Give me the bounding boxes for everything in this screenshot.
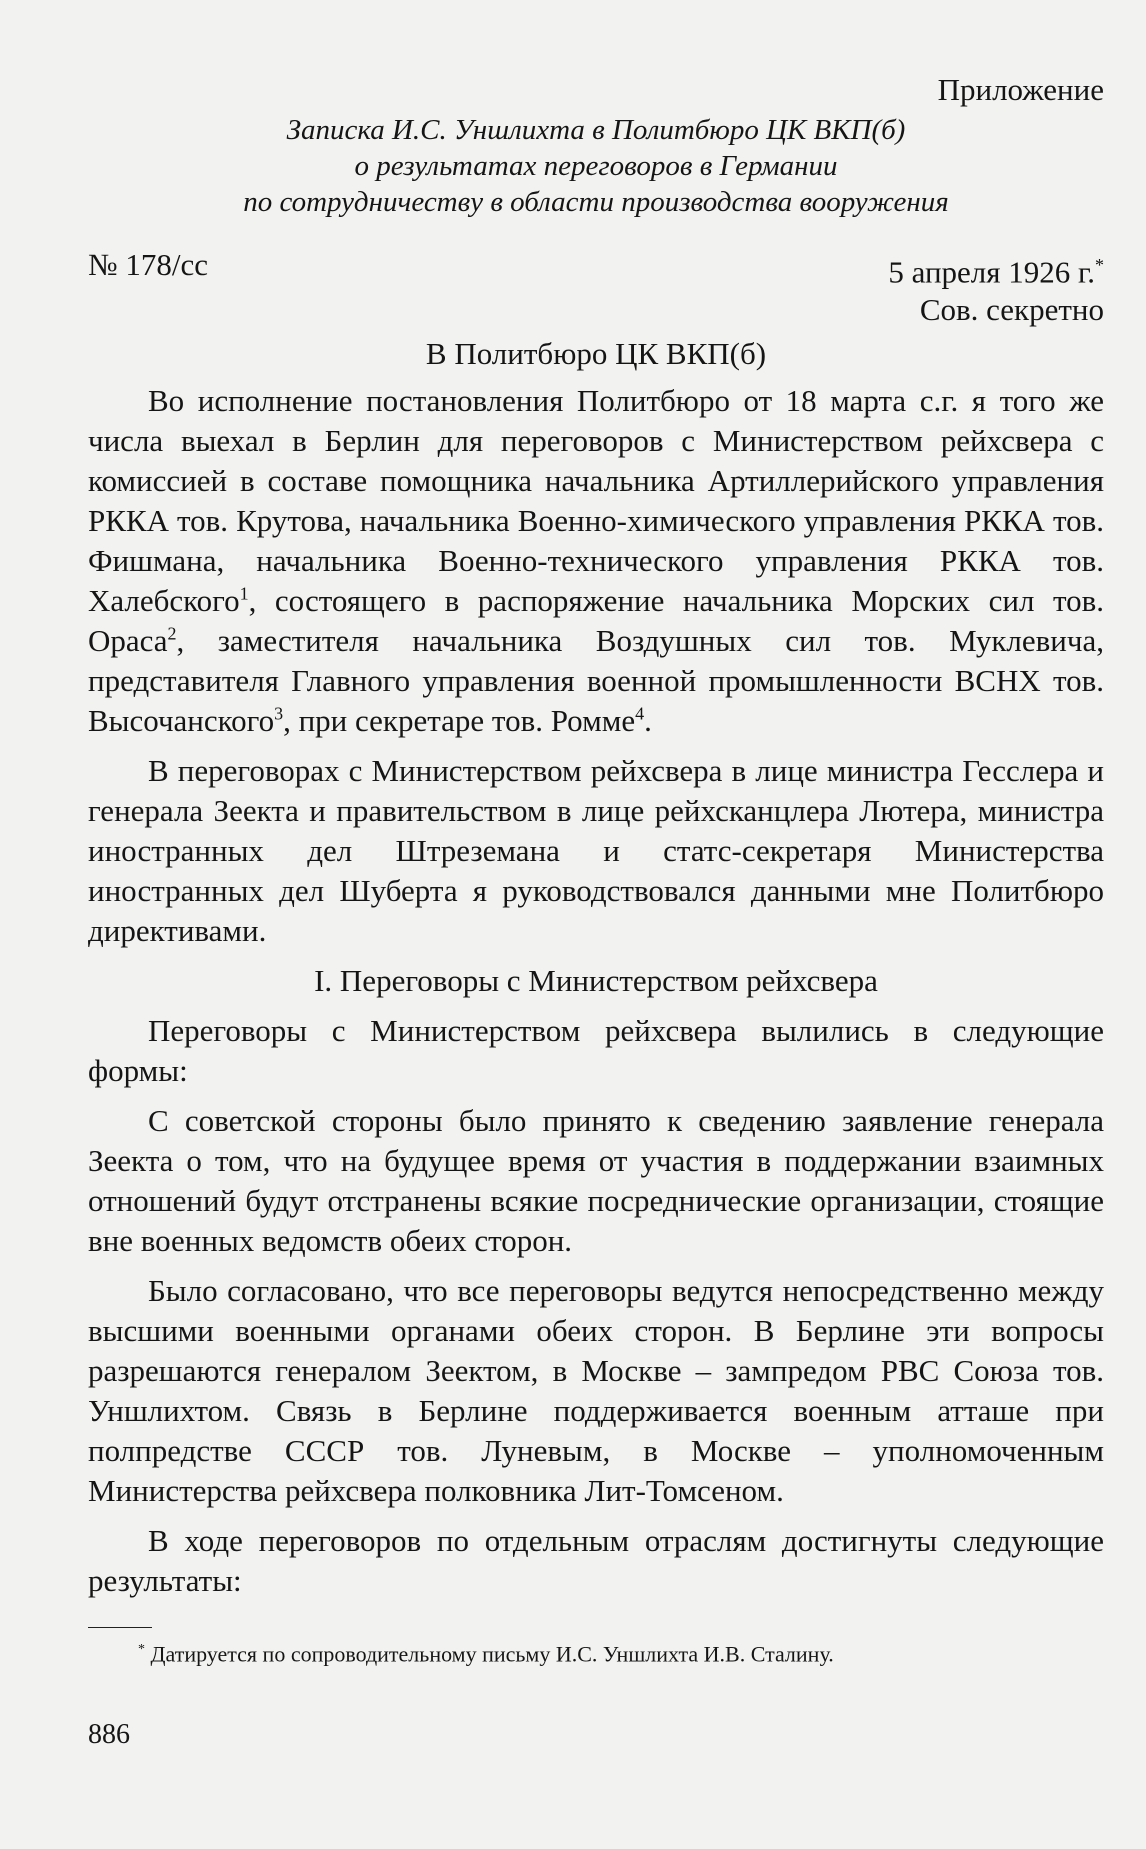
paragraph-6: В ходе переговоров по отдельным отраслям достигнуты следующие результаты: — [88, 1523, 1104, 1599]
paragraph-4: С советской стороны было принято к сведению заявление генерала Зеекта о том, что на будущее время от участия в поддержании взаимных отношений будут отстранены всякие посреднические организации, стоящие вне военных ведомств обеих сторон. — [88, 1103, 1104, 1259]
paragraph-3: Переговоры с Министерством рейхсвера вылились в следующие формы: — [88, 1013, 1104, 1089]
secrecy-label: Сов. секретно — [919, 292, 1104, 328]
paragraph-1 — [88, 381, 1104, 741]
title-line-3: по сотрудничеству в области производства вооружения — [243, 186, 949, 218]
paragraph-5: Было согласовано, что все переговоры ведутся непосредственно между высшими военными органами обеих сторон. В Берлине эти вопросы разрешаются генералом Зеектом, в Москве – зампредом РВС Союза тов. Уншлихтом. Связь в Берлине поддерживается военным атташе при полпредстве СССР тов. Луневым, в Москве – уполномоченным Министерства рейхсвера полковника Лит-Томсеном. — [88, 1273, 1104, 1509]
footnote-divider — [88, 1627, 152, 1628]
title-line-1: Записка И.С. Уншлихта в Политбюро ЦК ВКП(б) — [286, 114, 906, 146]
footnote-ref-2: 2 — [167, 624, 177, 644]
document-title — [88, 112, 1104, 220]
footnote-ref-4: 4 — [635, 704, 645, 724]
p1-text-4: , при секретаре тов. Ромме — [283, 703, 636, 739]
p1-text-1: Во исполнение постановления Политбюро от 18 марта с.г. я того же числа выехал в Берлин для переговоров с Министерством рейхсвера с комиссией в составе помощника начальника Артиллерийского управления РККА тов. Крутова, начальника Военно-химического управления РККА тов. Фишмана, начальника Военно-технического управления РККА тов. Халебского — [88, 383, 1104, 619]
document-number: № 178/сс — [88, 247, 208, 282]
appendix-label: Приложение — [937, 72, 1104, 107]
title-line-2: о результатах переговоров в Германии — [354, 150, 838, 182]
section-heading: I. Переговоры с Министерством рейхсвера — [314, 963, 878, 999]
footnote-text: Датируется по сопроводительному письму И.С. Уншлихта И.В. Сталину. — [150, 1641, 834, 1667]
p1-text-5: . — [644, 703, 652, 739]
p1-text-3: , заместителя начальника Воздушных сил тов. Муклевича, представителя Главного управления военной промышленности ВСНХ тов. Высочанского — [88, 623, 1104, 739]
document-meta — [88, 246, 1104, 291]
footnote-ref-1: 1 — [239, 584, 249, 604]
addressee: В Политбюро ЦК ВКП(б) — [425, 336, 767, 372]
paragraph-2: В переговорах с Министерством рейхсвера в лице министра Гесслера и генерала Зеекта и правительством в лице рейхсканцлера Лютера, министра иностранных дел Штреземана и статс-секретаря Министерства иностранных дел Шуберта я руководствовался данными мне Политбюро директивами. — [88, 753, 1104, 949]
document-date-wrap — [888, 246, 1104, 291]
footnote-mark: * — [138, 1642, 145, 1658]
footnote — [88, 1636, 1104, 1668]
footnote-ref-3: 3 — [274, 704, 284, 724]
p1-text-2: , состоящего в распоряжение начальника Морских сил тов. Ораса — [88, 583, 1104, 659]
date-footnote-mark: * — [1095, 255, 1104, 275]
document-date: 5 апреля 1926 г. — [888, 254, 1095, 290]
page-number: 886 — [88, 1719, 130, 1750]
